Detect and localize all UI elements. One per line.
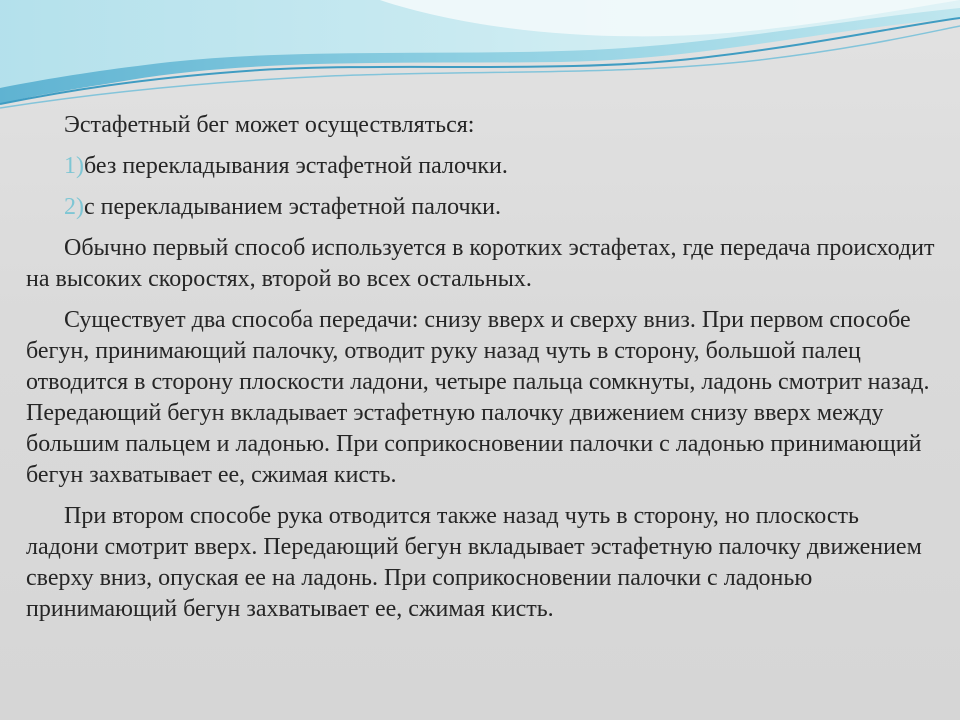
- list-item-text: с перекладыванием эстафетной палочки.: [84, 194, 502, 220]
- wave-decoration: [0, 0, 960, 120]
- intro-text: Эстафетный бег может осуществляться:: [64, 112, 475, 138]
- paragraph: При втором способе рука отводится также назад чуть в сторону, но плоскость ладони смотрит вверх. Передающий бегун вкладывает эстафетную палочку движением сверху вниз, опуская ее на ладонь. При соприкосновении палочки с ладонью принимающий бегун захватывает ее, сжимая кисть.: [26, 503, 922, 622]
- paragraph: Существует два способа передачи: снизу вверх и сверху вниз. При первом способе бегун, принимающий палочку, отводит руку назад чуть в сторону, большой палец отводится в сторону плоскости ладони, четыре пальца сомкнуты, ладонь смотрит назад. Передающий бегун вкладывает эстафетную палочку движением снизу вверх между большим пальцем и ладонью. При соприкосновении палочки с ладонью принимающий бегун захватывает ее, сжимая кисть.: [26, 307, 930, 488]
- slide-body: [26, 110, 936, 635]
- list-item-text: без перекладывания эстафетной палочки.: [84, 153, 508, 179]
- list-marker: 1): [64, 153, 84, 179]
- list-item: [26, 151, 936, 182]
- list-marker: 2): [64, 194, 84, 220]
- list-item: [26, 192, 936, 223]
- paragraph: Обычно первый способ используется в коротких эстафетах, где передача происходит на высоких скоростях, второй во всех остальных.: [26, 235, 935, 292]
